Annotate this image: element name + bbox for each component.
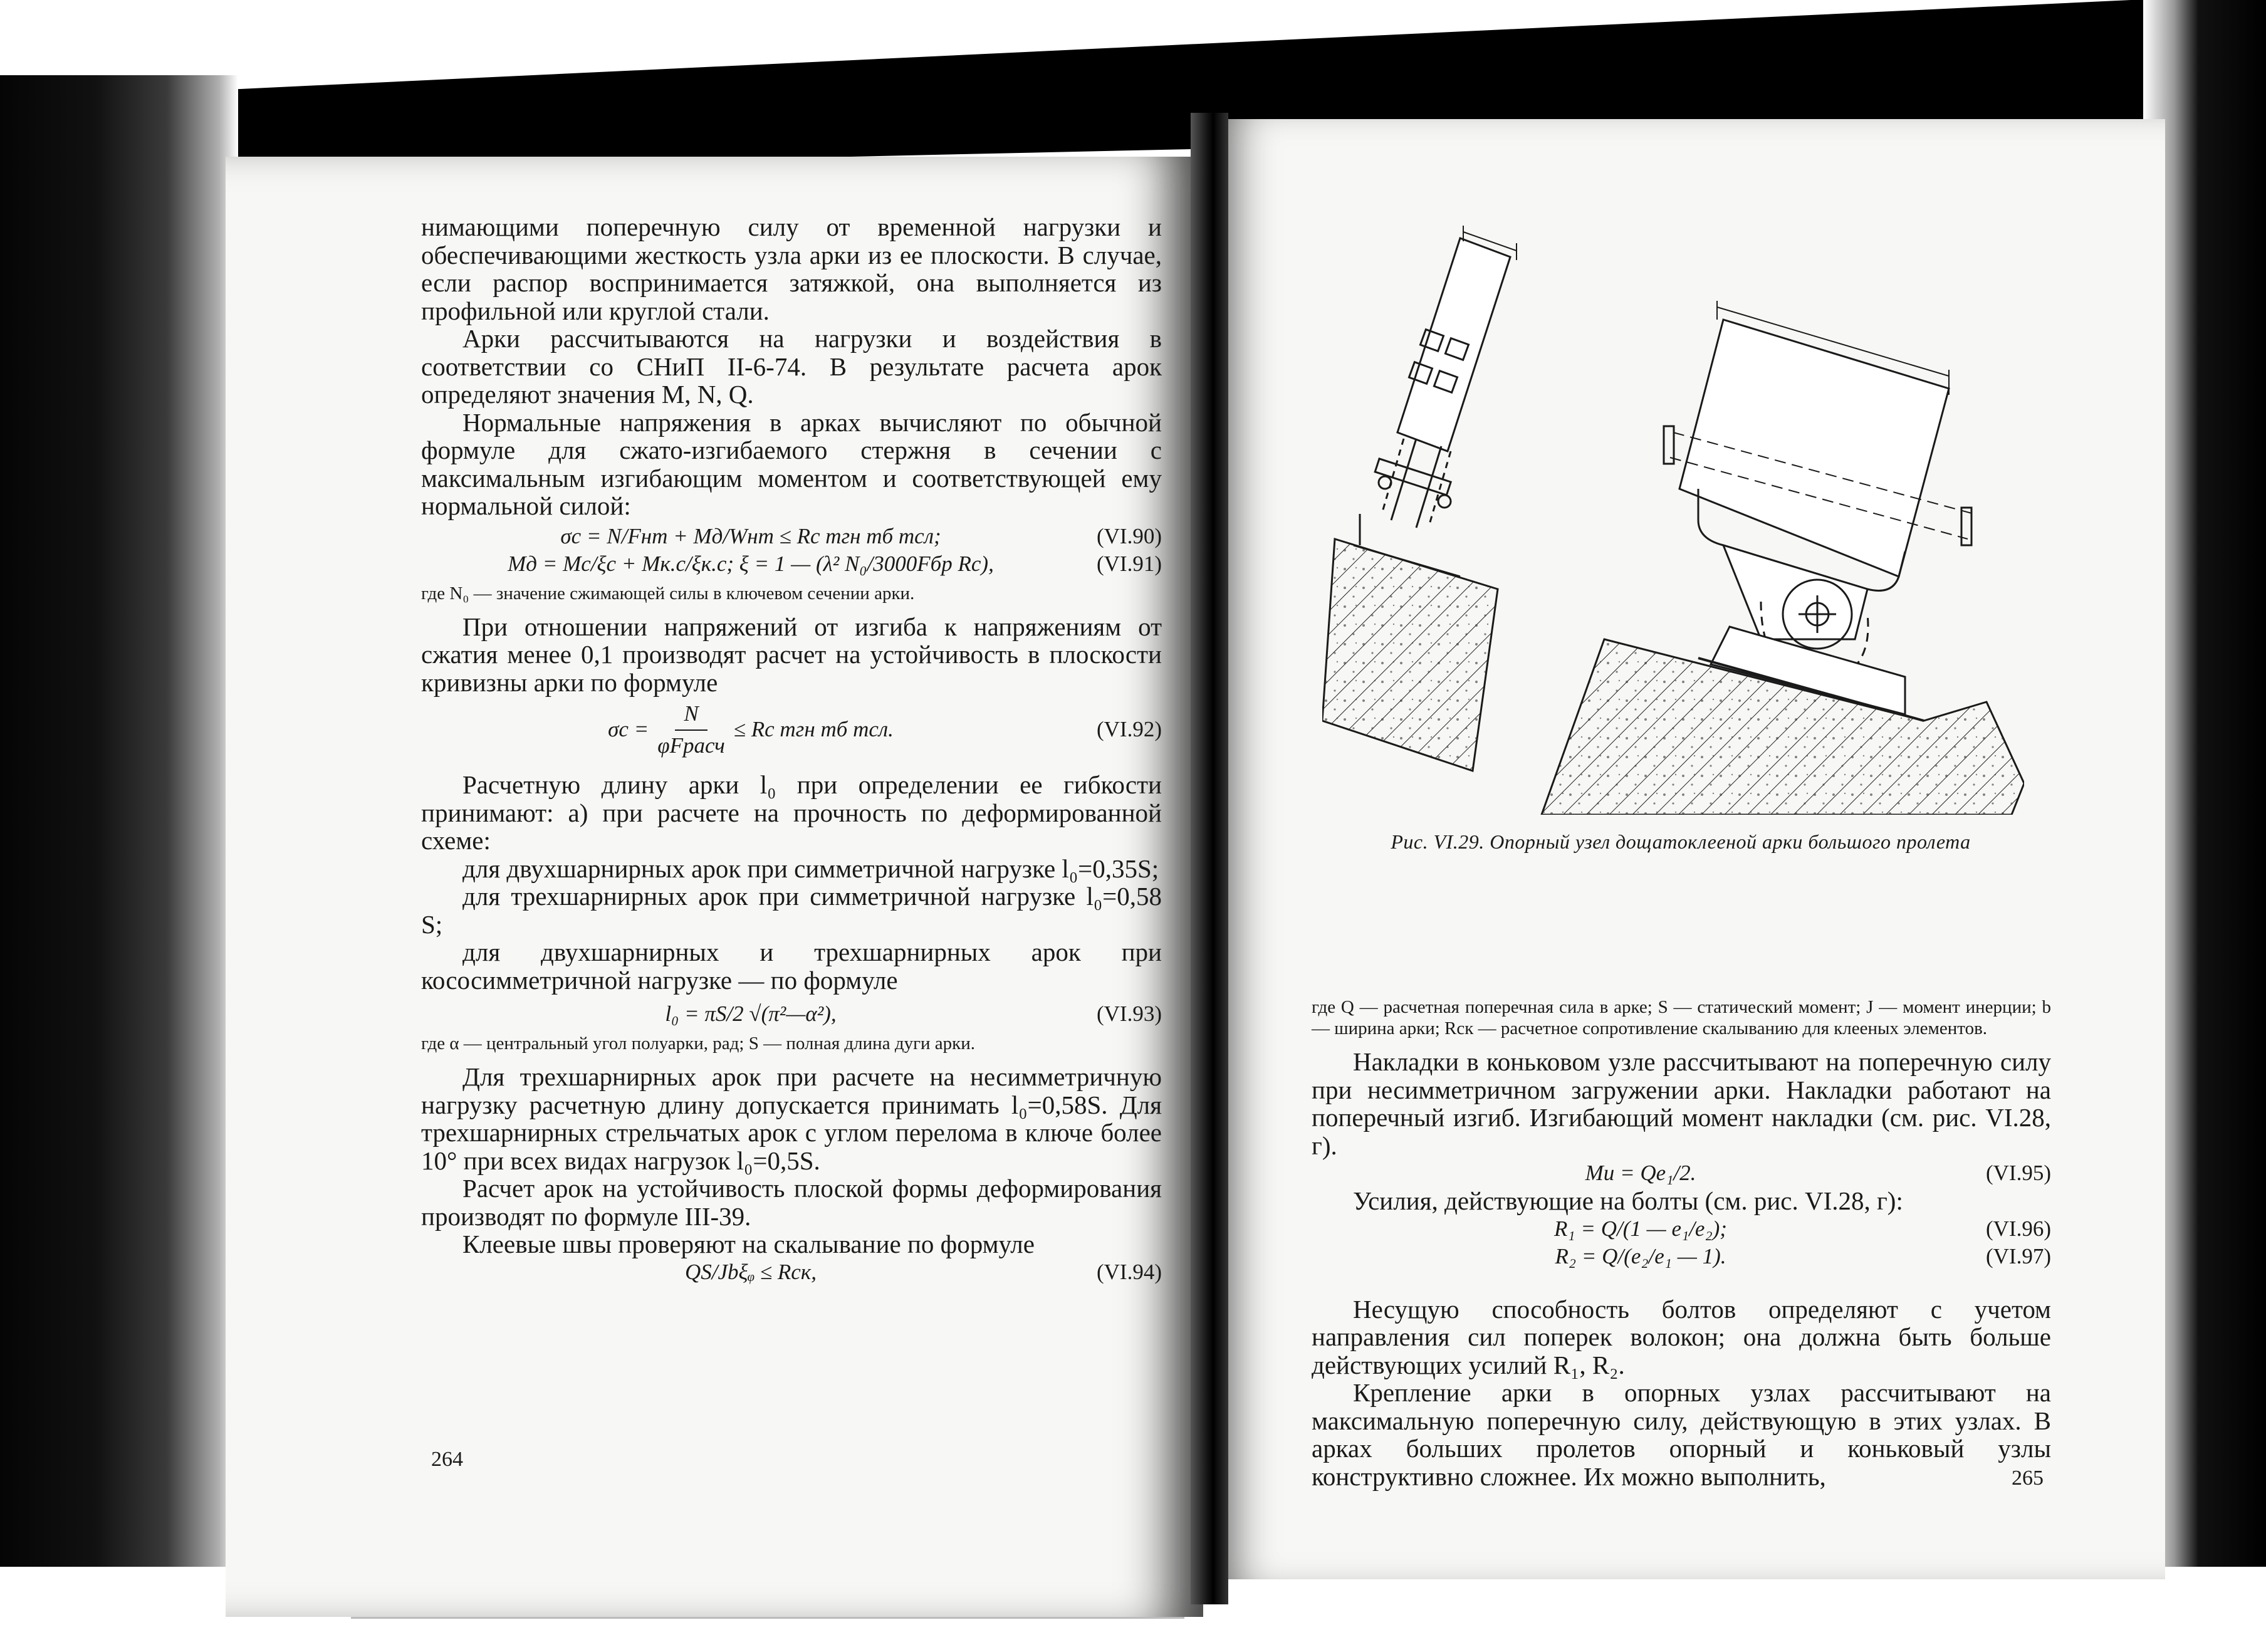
formula-vi-92: [421, 700, 1162, 760]
formula-vi-97: [1312, 1243, 2051, 1270]
formula-vi-91: [421, 550, 1162, 578]
formula-lhs: σс =: [608, 717, 649, 742]
formula-expression: σс = N/Fнт + Mд/Wнт ≤ Rс mгн mб mсл;: [560, 523, 941, 548]
paragraph: Накладки в коньковом узле рассчитывают на поперечную силу при несимметричном загружении арки. Накладки работают на поперечный изгиб. Изгибающий момент накладки (см. рис. VI.28, г).: [1312, 1047, 2051, 1160]
formula-number: (VI.91): [1097, 551, 1162, 576]
paragraph: Арки рассчитываются на нагрузки и воздействия в соответствии со СНиП II-6-74. В результате расчета арок определяют значения M, N, Q.: [421, 324, 1162, 409]
formula-number: (VI.93): [1097, 1001, 1162, 1026]
paragraph: Нормальные напряжения в арках вычисляют по обычной формуле для сжато-изгибаемого стержня в сечении с максимальным изгибающим моментом и соответствующей ему нормальной силой:: [421, 407, 1162, 520]
left-detail-drawing: [1354, 226, 1517, 577]
paragraph: Расчетную длину арки l₀ при определении ее гибкости принимают: а) при расчете на прочность по деформированной схеме:: [421, 770, 1162, 855]
figure-caption: Рис. VI.29. Опорный узел дощатоклееной арки большого пролета: [1391, 830, 1971, 853]
formula-expression: R₁ = Q/(1 — e₁/e₂);: [1554, 1216, 1727, 1241]
paragraph: Расчет арок на устойчивость плоской формы деформирования производят по формуле III-39.: [421, 1174, 1162, 1231]
formula-vi-93: [421, 1000, 1162, 1028]
formula-expression: R₂ = Q/(e₂/e₁ — 1).: [1555, 1243, 1726, 1268]
formula-expression: Mи = Qe₁/2.: [1585, 1161, 1696, 1185]
paragraph: нимающими поперечную силу от временной нагрузки и обеспечивающими жесткость узла арки из ее плоскости. В случае, если распор воспринимается затяжкой, она выполняется из профильной или круглой стали.: [421, 212, 1162, 325]
paragraph: Для трехшарнирных арок при расчете на несимметричную нагрузку расчетную длину допускается принимать l₀=0,58S. Для трехшарнирных стрельчатых арок с углом перелома в ключе более 10° при всех видах нагрузок l₀=0,5S.: [421, 1062, 1162, 1175]
formula-number: (VI.95): [1986, 1161, 2051, 1185]
figure-vi-29-support-node: [1322, 226, 2024, 815]
right-detail-drawing: [1664, 301, 1974, 721]
page-number-left: 264: [431, 1448, 463, 1471]
scan-edge-left: [0, 75, 238, 1652]
paragraph: для двухшарнирных арок при симметричной нагрузке l₀=0,35S;: [462, 854, 1159, 883]
paragraph: При отношении напряжений от изгиба к напряжениям от сжатия менее 0,1 производят расчет на устойчивость в плоскости кривизны арки по формуле: [421, 612, 1162, 697]
paragraph: Несущую способность болтов определяют с учетом направления сил поперек волокон; она должна быть больше действующих усилий R₁, R₂.: [1312, 1294, 2051, 1379]
page-edge-line: [351, 1617, 1184, 1619]
formula-number: (VI.97): [1986, 1243, 2051, 1268]
fraction-numerator: N: [675, 700, 707, 731]
formula-expression: l₀ = πS/2 √(π²—α²),: [665, 1001, 837, 1026]
formula-note: где α — центральный угол полуарки, рад; S — полная длина дуги арки.: [421, 1033, 975, 1053]
formula-rhs: ≤ Rс mгн mб mсл.: [733, 717, 894, 742]
paragraph: для двухшарнирных и трехшарнирных арок при кососимметричной нагрузке — по формуле: [421, 938, 1162, 995]
formula-number: (VI.96): [1986, 1216, 2051, 1241]
formula-number: (VI.92): [1097, 717, 1162, 742]
paragraph: Усилия, действующие на болты (см. рис. VI.28, г):: [1353, 1186, 1903, 1215]
formula-number: (VI.94): [1097, 1259, 1162, 1284]
fraction: [657, 700, 725, 760]
book-gutter: [1191, 113, 1228, 1604]
formula-note: где N₀ — значение сжимающей силы в ключевом сечении арки.: [421, 583, 915, 604]
formula-vi-95: [1312, 1159, 2051, 1187]
paragraph: Крепление арки в опорных узлах рассчитывают на максимальную поперечную силу, действующую в этих узлах. В арках больших пролетов опорный и коньковый узлы конструктивно сложнее. Их можно выполнить,: [1312, 1378, 2051, 1491]
paragraph: для трехшарнирных арок при симметричной нагрузке l₀=0,58 S;: [421, 882, 1162, 939]
formula-vi-94: [421, 1258, 1162, 1286]
formula-note: где Q — расчетная поперечная сила в арке; S — статический момент; J — момент инерции; b — ширина арки; Rск — расчетное сопротивление скалыванию для клееных элементов.: [1312, 997, 2051, 1038]
formula-vi-96: [1312, 1215, 2051, 1243]
page-number-right: 265: [2012, 1466, 2044, 1490]
fraction-denominator: φFрасч: [657, 733, 725, 758]
formula-expression: Mд = Mс/ξс + Mк.с/ξк.с; ξ = 1 — (λ² N₀/3000Fбр Rс),: [508, 551, 994, 576]
formula-expression: QS/Jbξᵩ ≤ Rск,: [685, 1259, 817, 1284]
formula-number: (VI.90): [1097, 523, 1162, 548]
paragraph: Клеевые швы проверяют на скалывание по формуле: [462, 1230, 1035, 1258]
right-text-column: [1312, 996, 2051, 1490]
left-text-column: [421, 213, 1162, 1286]
formula-vi-90: [421, 523, 1162, 550]
